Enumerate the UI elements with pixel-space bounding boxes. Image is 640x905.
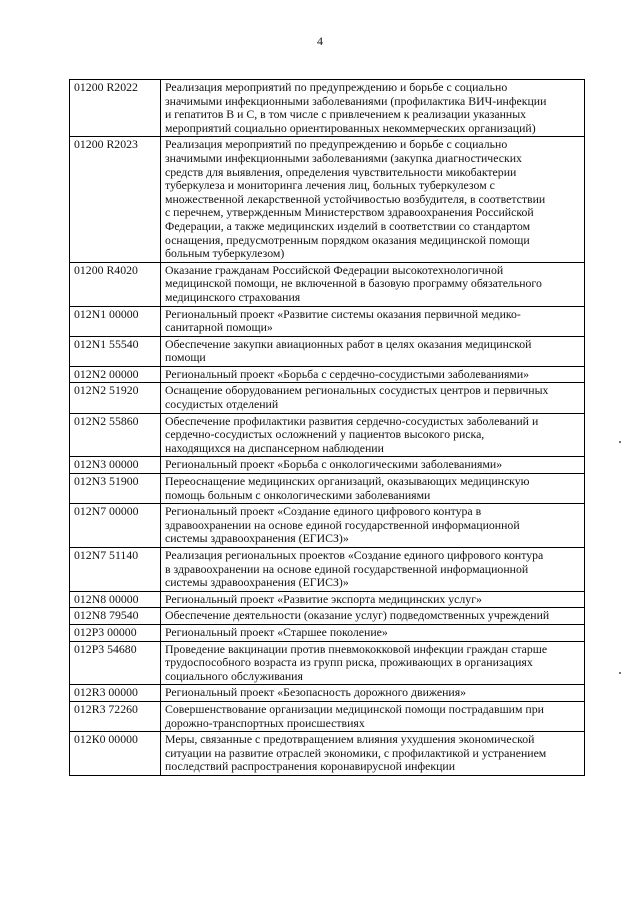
description-line: Федерации, а также медицинских изделий в соответствии со стандартом bbox=[165, 218, 531, 233]
row-code: 012N2 00000 bbox=[70, 366, 161, 383]
description-line: Региональный проект «Борьба с онкологическими заболеваниями» bbox=[165, 457, 503, 472]
description-line: системы здравоохранения (ЕГИСЗ)» bbox=[165, 575, 349, 590]
table-row bbox=[70, 457, 585, 474]
description-line: медицинского страхования bbox=[165, 289, 301, 304]
budget-classification-table bbox=[69, 79, 585, 776]
description-line: социального обслуживания bbox=[165, 668, 303, 683]
scan-speck bbox=[619, 672, 621, 674]
description-line: дорожно-транспортных происшествиях bbox=[165, 715, 365, 730]
description-line: значимыми инфекционными заболеваниями (профилактика ВИЧ-инфекции bbox=[165, 93, 547, 108]
row-description bbox=[161, 701, 585, 731]
description-line: помощи bbox=[165, 350, 206, 365]
row-code: 012N3 00000 bbox=[70, 457, 161, 474]
row-code: 01200 R2022 bbox=[70, 80, 161, 137]
row-code: 012P3 00000 bbox=[70, 624, 161, 641]
description-line: ситуации на развитие отраслей экономики, с профилактикой и устранением bbox=[165, 745, 547, 760]
description-line: Реализация мероприятий по предупреждению и борьбе с социально bbox=[165, 137, 508, 152]
description-line: с перечнем, утвержденным Министерством здравоохранения Российской bbox=[165, 205, 534, 220]
page-number: 4 bbox=[317, 34, 323, 48]
description-line: Проведение вакцинации против пневмококковой инфекции граждан старше bbox=[165, 641, 548, 656]
table-row bbox=[70, 591, 585, 608]
description-line: трудоспособного возраста из групп риска, проживающих в организациях bbox=[165, 655, 533, 670]
description-line: оснащения, предусмотренным порядком оказания медицинской помощи bbox=[165, 232, 530, 247]
description-line: здравоохранении на основе единой государственной информационной bbox=[165, 517, 520, 532]
description-line: Региональный проект «Развитие экспорта медицинских услуг» bbox=[165, 591, 482, 606]
description-line: последствий распространения коронавирусной инфекции bbox=[165, 759, 456, 774]
row-code: 012R3 72260 bbox=[70, 701, 161, 731]
description-line: Региональный проект «Развитие системы оказания первичной медико- bbox=[165, 306, 521, 321]
row-code: 012N8 00000 bbox=[70, 591, 161, 608]
row-code: 012N2 51920 bbox=[70, 383, 161, 413]
description-line: Меры, связанные с предотвращением влияния ухудшения экономической bbox=[165, 732, 535, 747]
table-row bbox=[70, 80, 585, 137]
row-description bbox=[161, 685, 585, 702]
description-line: сердечно-сосудистых осложнений у пациентов высокого риска, bbox=[165, 427, 485, 442]
table-row bbox=[70, 137, 585, 262]
description-line: Региональный проект «Безопасность дорожного движения» bbox=[165, 685, 467, 700]
row-code: 012К0 00000 bbox=[70, 732, 161, 776]
description-line: Обеспечение профилактики развития сердечно-сосудистых заболеваний и bbox=[165, 413, 539, 428]
table-row bbox=[70, 701, 585, 731]
row-description bbox=[161, 624, 585, 641]
description-line: Реализация мероприятий по предупреждению и борьбе с социально bbox=[165, 80, 508, 94]
row-description bbox=[161, 383, 585, 413]
row-description bbox=[161, 306, 585, 336]
row-description bbox=[161, 608, 585, 625]
row-description bbox=[161, 366, 585, 383]
description-line: санитарной помощи» bbox=[165, 320, 273, 335]
table-row bbox=[70, 732, 585, 776]
row-code: 012N8 79540 bbox=[70, 608, 161, 625]
table-row bbox=[70, 306, 585, 336]
row-description bbox=[161, 262, 585, 306]
description-line: средств для выявления, определения чувствительности микобактерии bbox=[165, 164, 517, 179]
row-code: 012P3 54680 bbox=[70, 641, 161, 685]
table-row bbox=[70, 336, 585, 366]
row-code: 01200 R2023 bbox=[70, 137, 161, 262]
description-line: Обеспечение закупки авиационных работ в целях оказания медицинской bbox=[165, 336, 532, 351]
description-line: Обеспечение деятельности (оказание услуг) подведомственных учреждений bbox=[165, 608, 550, 623]
row-description bbox=[161, 504, 585, 548]
table-row bbox=[70, 608, 585, 625]
description-line: системы здравоохранения (ЕГИСЗ)» bbox=[165, 531, 349, 546]
row-description bbox=[161, 80, 585, 137]
row-code: 012N1 55540 bbox=[70, 336, 161, 366]
description-line: Оказание гражданам Российской Федерации высокотехнологичной bbox=[165, 262, 504, 277]
table-row bbox=[70, 504, 585, 548]
description-line: медицинской помощи, не включенной в базовую программу обязательного bbox=[165, 276, 542, 291]
row-code: 012N2 55860 bbox=[70, 413, 161, 457]
description-line: Совершенствование организации медицинской помощи пострадавшим при bbox=[165, 701, 544, 716]
description-line: Переоснащение медицинских организаций, оказывающих медицинскую bbox=[165, 474, 530, 489]
table-row bbox=[70, 685, 585, 702]
table-row bbox=[70, 474, 585, 504]
description-line: Оснащение оборудованием региональных сосудистых центров и первичных bbox=[165, 383, 549, 398]
description-line: находящихся на диспансерном наблюдении bbox=[165, 440, 384, 455]
description-line: и гепатитов В и С, в том числе с привлечением к реализации указанных bbox=[165, 107, 527, 122]
description-line: в здравоохранении на основе единой государственной информационной bbox=[165, 561, 529, 576]
description-line: Региональный проект «Старшее поколение» bbox=[165, 624, 388, 639]
description-line: помощь больным с онкологическими заболеваниями bbox=[165, 487, 431, 502]
description-line: туберкулеза и мониторинга лечения лиц, больных туберкулезом с bbox=[165, 178, 495, 193]
row-description bbox=[161, 457, 585, 474]
row-code: 012N7 00000 bbox=[70, 504, 161, 548]
description-line: Региональный проект «Борьба с сердечно-сосудистыми заболеваниями» bbox=[165, 366, 530, 381]
row-description bbox=[161, 474, 585, 504]
row-code: 012N7 51140 bbox=[70, 548, 161, 592]
row-description bbox=[161, 641, 585, 685]
row-description bbox=[161, 548, 585, 592]
table-row bbox=[70, 413, 585, 457]
row-description bbox=[161, 413, 585, 457]
row-description bbox=[161, 137, 585, 262]
table-body bbox=[70, 80, 585, 776]
row-description bbox=[161, 732, 585, 776]
description-line: сосудистых отделений bbox=[165, 397, 279, 412]
table-row bbox=[70, 262, 585, 306]
table-row bbox=[70, 366, 585, 383]
description-line: больным туберкулезом) bbox=[165, 246, 285, 261]
description-line: значимыми инфекционными заболеваниями (закупка диагностических bbox=[165, 150, 522, 165]
description-line: Реализация региональных проектов «Создание единого цифрового контура bbox=[165, 548, 544, 562]
scan-speck bbox=[619, 441, 621, 443]
table-row bbox=[70, 548, 585, 592]
table-row bbox=[70, 624, 585, 641]
row-description bbox=[161, 336, 585, 366]
description-line: мероприятий социально ориентированных некоммерческих организаций) bbox=[165, 120, 536, 135]
row-code: 012N1 00000 bbox=[70, 306, 161, 336]
row-code: 012N3 51900 bbox=[70, 474, 161, 504]
row-code: 012R3 00000 bbox=[70, 685, 161, 702]
description-line: Региональный проект «Создание единого цифрового контура в bbox=[165, 504, 482, 519]
row-code: 01200 R4020 bbox=[70, 262, 161, 306]
table-row bbox=[70, 383, 585, 413]
description-line: множественной лекарственной устойчивостью возбудителя, в соответствии bbox=[165, 191, 546, 206]
row-description bbox=[161, 591, 585, 608]
table-row bbox=[70, 641, 585, 685]
